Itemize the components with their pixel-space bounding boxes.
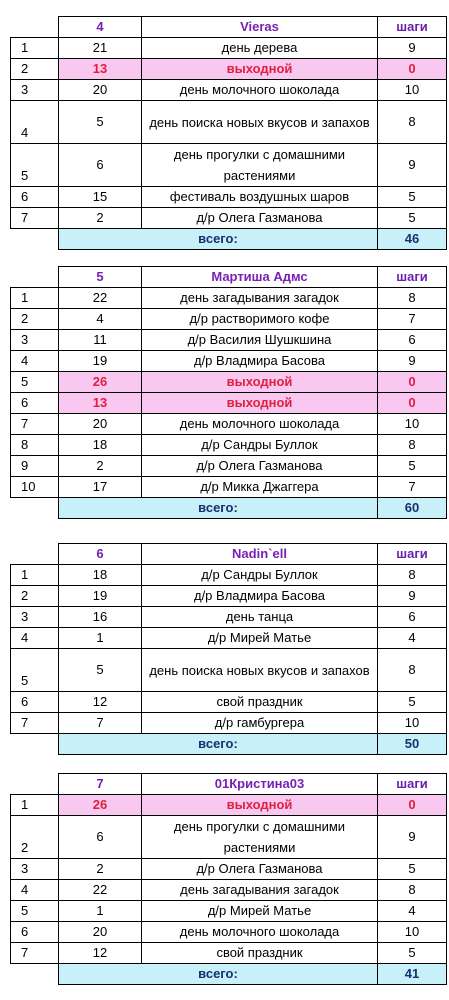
- row-description: д/р Владмира Басова: [142, 586, 378, 607]
- table-row: [11, 330, 447, 351]
- total-value: 41: [378, 964, 447, 985]
- table-row: [11, 795, 447, 816]
- row-steps: 0: [378, 393, 447, 414]
- row-steps: 6: [378, 330, 447, 351]
- row-description: свой праздник: [142, 943, 378, 964]
- steps-table: [10, 16, 447, 250]
- row-value: 22: [59, 288, 142, 309]
- row-description: д/р растворимого кофе: [142, 309, 378, 330]
- total-label: всего:: [59, 498, 378, 519]
- row-index: 8: [11, 435, 59, 456]
- row-steps: 7: [378, 309, 447, 330]
- participant-name: Мартиша Адмс: [142, 267, 378, 288]
- table-row: [11, 816, 447, 859]
- row-steps: 9: [378, 816, 447, 859]
- table-row: [11, 586, 447, 607]
- row-index: 6: [11, 187, 59, 208]
- row-index: 5: [11, 649, 59, 692]
- row-description: выходной: [142, 795, 378, 816]
- row-description: день загадывания загадок: [142, 880, 378, 901]
- row-steps: 9: [378, 144, 447, 187]
- total-row: [11, 229, 447, 250]
- row-index: 1: [11, 565, 59, 586]
- table-row: [11, 628, 447, 649]
- table-header-row: [11, 267, 447, 288]
- row-steps: 0: [378, 795, 447, 816]
- participant-number: 5: [59, 267, 142, 288]
- row-value: 2: [59, 208, 142, 229]
- table-row: [11, 859, 447, 880]
- table-row: [11, 943, 447, 964]
- row-value: 17: [59, 477, 142, 498]
- steps-header: шаги: [378, 544, 447, 565]
- row-description: д/р Владмира Басова: [142, 351, 378, 372]
- participant-number: 4: [59, 17, 142, 38]
- row-description: д/р Олега Газманова: [142, 859, 378, 880]
- row-index: 9: [11, 456, 59, 477]
- row-index: 4: [11, 880, 59, 901]
- row-value: 20: [59, 80, 142, 101]
- row-value: 1: [59, 901, 142, 922]
- row-description: день молочного шоколада: [142, 414, 378, 435]
- row-description: день молочного шоколада: [142, 922, 378, 943]
- row-description: день прогулки с домашними растениями: [142, 144, 378, 187]
- row-value: 1: [59, 628, 142, 649]
- row-value: 6: [59, 816, 142, 859]
- row-steps: 0: [378, 372, 447, 393]
- row-value: 7: [59, 713, 142, 734]
- table-row: [11, 144, 447, 187]
- row-index: 2: [11, 816, 59, 859]
- table-row: [11, 713, 447, 734]
- total-row: [11, 964, 447, 985]
- row-index: 1: [11, 288, 59, 309]
- row-index: 7: [11, 208, 59, 229]
- row-value: 2: [59, 859, 142, 880]
- row-steps: 8: [378, 565, 447, 586]
- row-index: 10: [11, 477, 59, 498]
- row-index: 5: [11, 144, 59, 187]
- total-blank-cell: [11, 964, 59, 985]
- table-row: [11, 477, 447, 498]
- row-value: 12: [59, 943, 142, 964]
- row-description: д/р Василия Шушкшина: [142, 330, 378, 351]
- row-steps: 4: [378, 628, 447, 649]
- row-steps: 4: [378, 901, 447, 922]
- row-value: 18: [59, 435, 142, 456]
- total-row: [11, 734, 447, 755]
- row-description: д/р Мирей Матье: [142, 628, 378, 649]
- steps-table: [10, 773, 447, 985]
- row-steps: 10: [378, 414, 447, 435]
- row-value: 16: [59, 607, 142, 628]
- table-row: [11, 80, 447, 101]
- row-index: 3: [11, 330, 59, 351]
- row-value: 11: [59, 330, 142, 351]
- row-steps: 10: [378, 80, 447, 101]
- row-value: 20: [59, 922, 142, 943]
- header-empty-cell: [11, 267, 59, 288]
- total-label: всего:: [59, 734, 378, 755]
- table-row: [11, 59, 447, 80]
- header-empty-cell: [11, 544, 59, 565]
- table-row: [11, 414, 447, 435]
- table-row: [11, 393, 447, 414]
- row-steps: 8: [378, 649, 447, 692]
- header-empty-cell: [11, 774, 59, 795]
- total-label: всего:: [59, 964, 378, 985]
- row-index: 7: [11, 713, 59, 734]
- row-index: 4: [11, 628, 59, 649]
- participant-number: 7: [59, 774, 142, 795]
- row-index: 2: [11, 309, 59, 330]
- steps-table: [10, 543, 447, 755]
- steps-table: [10, 266, 447, 519]
- table-row: [11, 372, 447, 393]
- row-description: день прогулки с домашними растениями: [142, 816, 378, 859]
- row-description: фестиваль воздушных шаров: [142, 187, 378, 208]
- total-blank-cell: [11, 498, 59, 519]
- steps-header: шаги: [378, 774, 447, 795]
- row-index: 3: [11, 80, 59, 101]
- row-steps: 5: [378, 943, 447, 964]
- row-index: 7: [11, 943, 59, 964]
- table-row: [11, 309, 447, 330]
- row-description: день поиска новых вкусов и запахов: [142, 649, 378, 692]
- total-value: 50: [378, 734, 447, 755]
- row-description: д/р Мирей Матье: [142, 901, 378, 922]
- total-blank-cell: [11, 734, 59, 755]
- row-description: день дерева: [142, 38, 378, 59]
- table-row: [11, 101, 447, 144]
- row-value: 21: [59, 38, 142, 59]
- row-index: 2: [11, 59, 59, 80]
- row-index: 4: [11, 101, 59, 144]
- row-steps: 5: [378, 859, 447, 880]
- row-index: 3: [11, 859, 59, 880]
- row-steps: 5: [378, 208, 447, 229]
- table-header-row: [11, 17, 447, 38]
- row-steps: 5: [378, 692, 447, 713]
- row-description: выходной: [142, 59, 378, 80]
- steps-header: шаги: [378, 267, 447, 288]
- row-steps: 5: [378, 456, 447, 477]
- table-row: [11, 187, 447, 208]
- total-value: 46: [378, 229, 447, 250]
- row-steps: 9: [378, 38, 447, 59]
- participant-name: Nadin`ell: [142, 544, 378, 565]
- table-row: [11, 565, 447, 586]
- table-header-row: [11, 544, 447, 565]
- row-value: 2: [59, 456, 142, 477]
- table-header-row: [11, 774, 447, 795]
- row-value: 26: [59, 372, 142, 393]
- row-value: 4: [59, 309, 142, 330]
- row-index: 6: [11, 393, 59, 414]
- table-row: [11, 456, 447, 477]
- participant-name: 01Кристина03: [142, 774, 378, 795]
- row-value: 15: [59, 187, 142, 208]
- row-steps: 7: [378, 477, 447, 498]
- row-steps: 5: [378, 187, 447, 208]
- row-description: выходной: [142, 393, 378, 414]
- total-row: [11, 498, 447, 519]
- row-steps: 8: [378, 101, 447, 144]
- participant-number: 6: [59, 544, 142, 565]
- row-steps: 8: [378, 288, 447, 309]
- row-value: 6: [59, 144, 142, 187]
- row-index: 1: [11, 795, 59, 816]
- table-row: [11, 351, 447, 372]
- row-value: 19: [59, 586, 142, 607]
- row-value: 22: [59, 880, 142, 901]
- table-row: [11, 880, 447, 901]
- row-description: день поиска новых вкусов и запахов: [142, 101, 378, 144]
- row-steps: 8: [378, 880, 447, 901]
- row-steps: 0: [378, 59, 447, 80]
- table-row: [11, 922, 447, 943]
- row-value: 5: [59, 649, 142, 692]
- row-value: 13: [59, 59, 142, 80]
- total-label: всего:: [59, 229, 378, 250]
- total-blank-cell: [11, 229, 59, 250]
- row-value: 26: [59, 795, 142, 816]
- row-description: д/р гамбургера: [142, 713, 378, 734]
- row-index: 6: [11, 692, 59, 713]
- row-description: д/р Сандры Буллок: [142, 565, 378, 586]
- table-row: [11, 288, 447, 309]
- row-description: день танца: [142, 607, 378, 628]
- row-steps: 9: [378, 586, 447, 607]
- row-index: 5: [11, 372, 59, 393]
- row-index: 6: [11, 922, 59, 943]
- table-row: [11, 901, 447, 922]
- row-value: 12: [59, 692, 142, 713]
- row-steps: 10: [378, 922, 447, 943]
- steps-header: шаги: [378, 17, 447, 38]
- row-index: 1: [11, 38, 59, 59]
- row-index: 3: [11, 607, 59, 628]
- table-row: [11, 38, 447, 59]
- table-row: [11, 607, 447, 628]
- row-value: 5: [59, 101, 142, 144]
- table-row: [11, 692, 447, 713]
- total-value: 60: [378, 498, 447, 519]
- row-steps: 10: [378, 713, 447, 734]
- row-index: 2: [11, 586, 59, 607]
- row-description: свой праздник: [142, 692, 378, 713]
- header-empty-cell: [11, 17, 59, 38]
- row-value: 19: [59, 351, 142, 372]
- row-description: д/р Микка Джаггера: [142, 477, 378, 498]
- row-description: день молочного шоколада: [142, 80, 378, 101]
- table-row: [11, 649, 447, 692]
- row-value: 13: [59, 393, 142, 414]
- row-index: 4: [11, 351, 59, 372]
- row-description: д/р Олега Газманова: [142, 456, 378, 477]
- row-description: день загадывания загадок: [142, 288, 378, 309]
- row-steps: 6: [378, 607, 447, 628]
- row-value: 20: [59, 414, 142, 435]
- row-description: д/р Олега Газманова: [142, 208, 378, 229]
- row-index: 5: [11, 901, 59, 922]
- row-steps: 9: [378, 351, 447, 372]
- row-steps: 8: [378, 435, 447, 456]
- row-value: 18: [59, 565, 142, 586]
- table-row: [11, 208, 447, 229]
- participant-name: Vieras: [142, 17, 378, 38]
- table-row: [11, 435, 447, 456]
- row-description: выходной: [142, 372, 378, 393]
- row-index: 7: [11, 414, 59, 435]
- row-description: д/р Сандры Буллок: [142, 435, 378, 456]
